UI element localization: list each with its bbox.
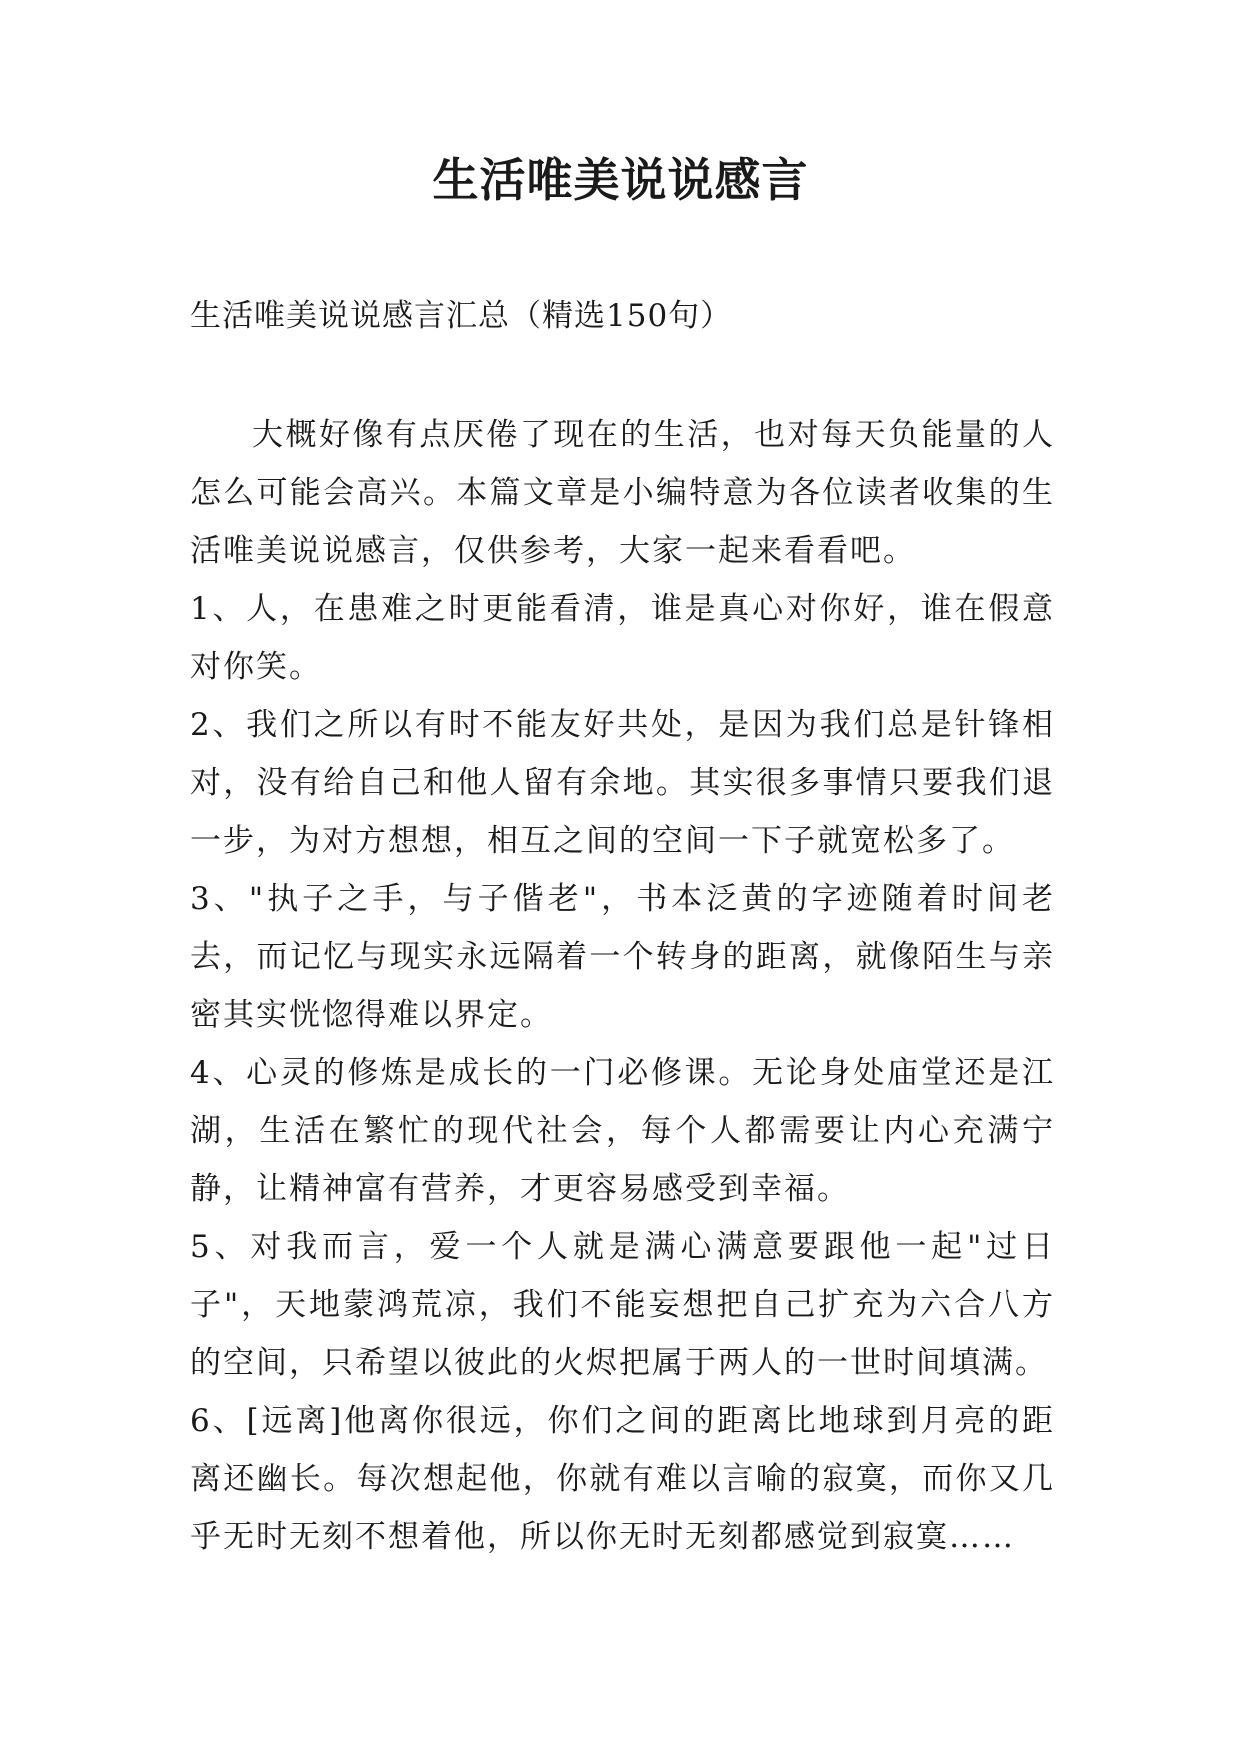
document-subtitle: 生活唯美说说感言汇总（精选150句） bbox=[190, 298, 733, 334]
list-item: 4、心灵的修炼是成长的一门必修课。无论身处庙堂还是江湖，生活在繁忙的现代社会，每个人都需要让内心充满宁静，让精神富有营养，才更容易感受到幸福。 bbox=[190, 1055, 1055, 1207]
list-item: 6、[远离]他离你很远，你们之间的距离比地球到月亮的距离还幽长。每次想起他，你就有难以言喻的寂寞，而你又几乎无时无刻不想着他，所以你无时无刻都感觉到寂寞…… bbox=[190, 1403, 1055, 1555]
list-item: 3、"执子之手，与子偕老"，书本泛黄的字迹随着时间老去，而记忆与现实永远隔着一个转身的距离，就像陌生与亲密其实恍惚得难以界定。 bbox=[190, 881, 1055, 1033]
list-item: 5、对我而言，爱一个人就是满心满意要跟他一起"过日子"，天地蒙鸿荒凉，我们不能妄想把自己扩充为六合八方的空间，只希望以彼此的火烬把属于两人的一世时间填满。 bbox=[190, 1229, 1055, 1381]
document-title: 生活唯美说说感言 bbox=[432, 153, 809, 207]
list-item: 2、我们之所以有时不能友好共处，是因为我们总是针锋相对，没有给自己和他人留有余地。其实很多事情只要我们退一步，为对方想想，相互之间的空间一下子就宽松多了。 bbox=[190, 707, 1055, 859]
list-item: 1、人，在患难之时更能看清，谁是真心对你好，谁在假意对你笑。 bbox=[190, 591, 1055, 685]
document-body bbox=[190, 406, 1055, 1566]
intro-paragraph: 大概好像有点厌倦了现在的生活，也对每天负能量的人怎么可能会高兴。本篇文章是小编特意为各位读者收集的生活唯美说说感言，仅供参考，大家一起来看看吧。 bbox=[190, 417, 1055, 569]
